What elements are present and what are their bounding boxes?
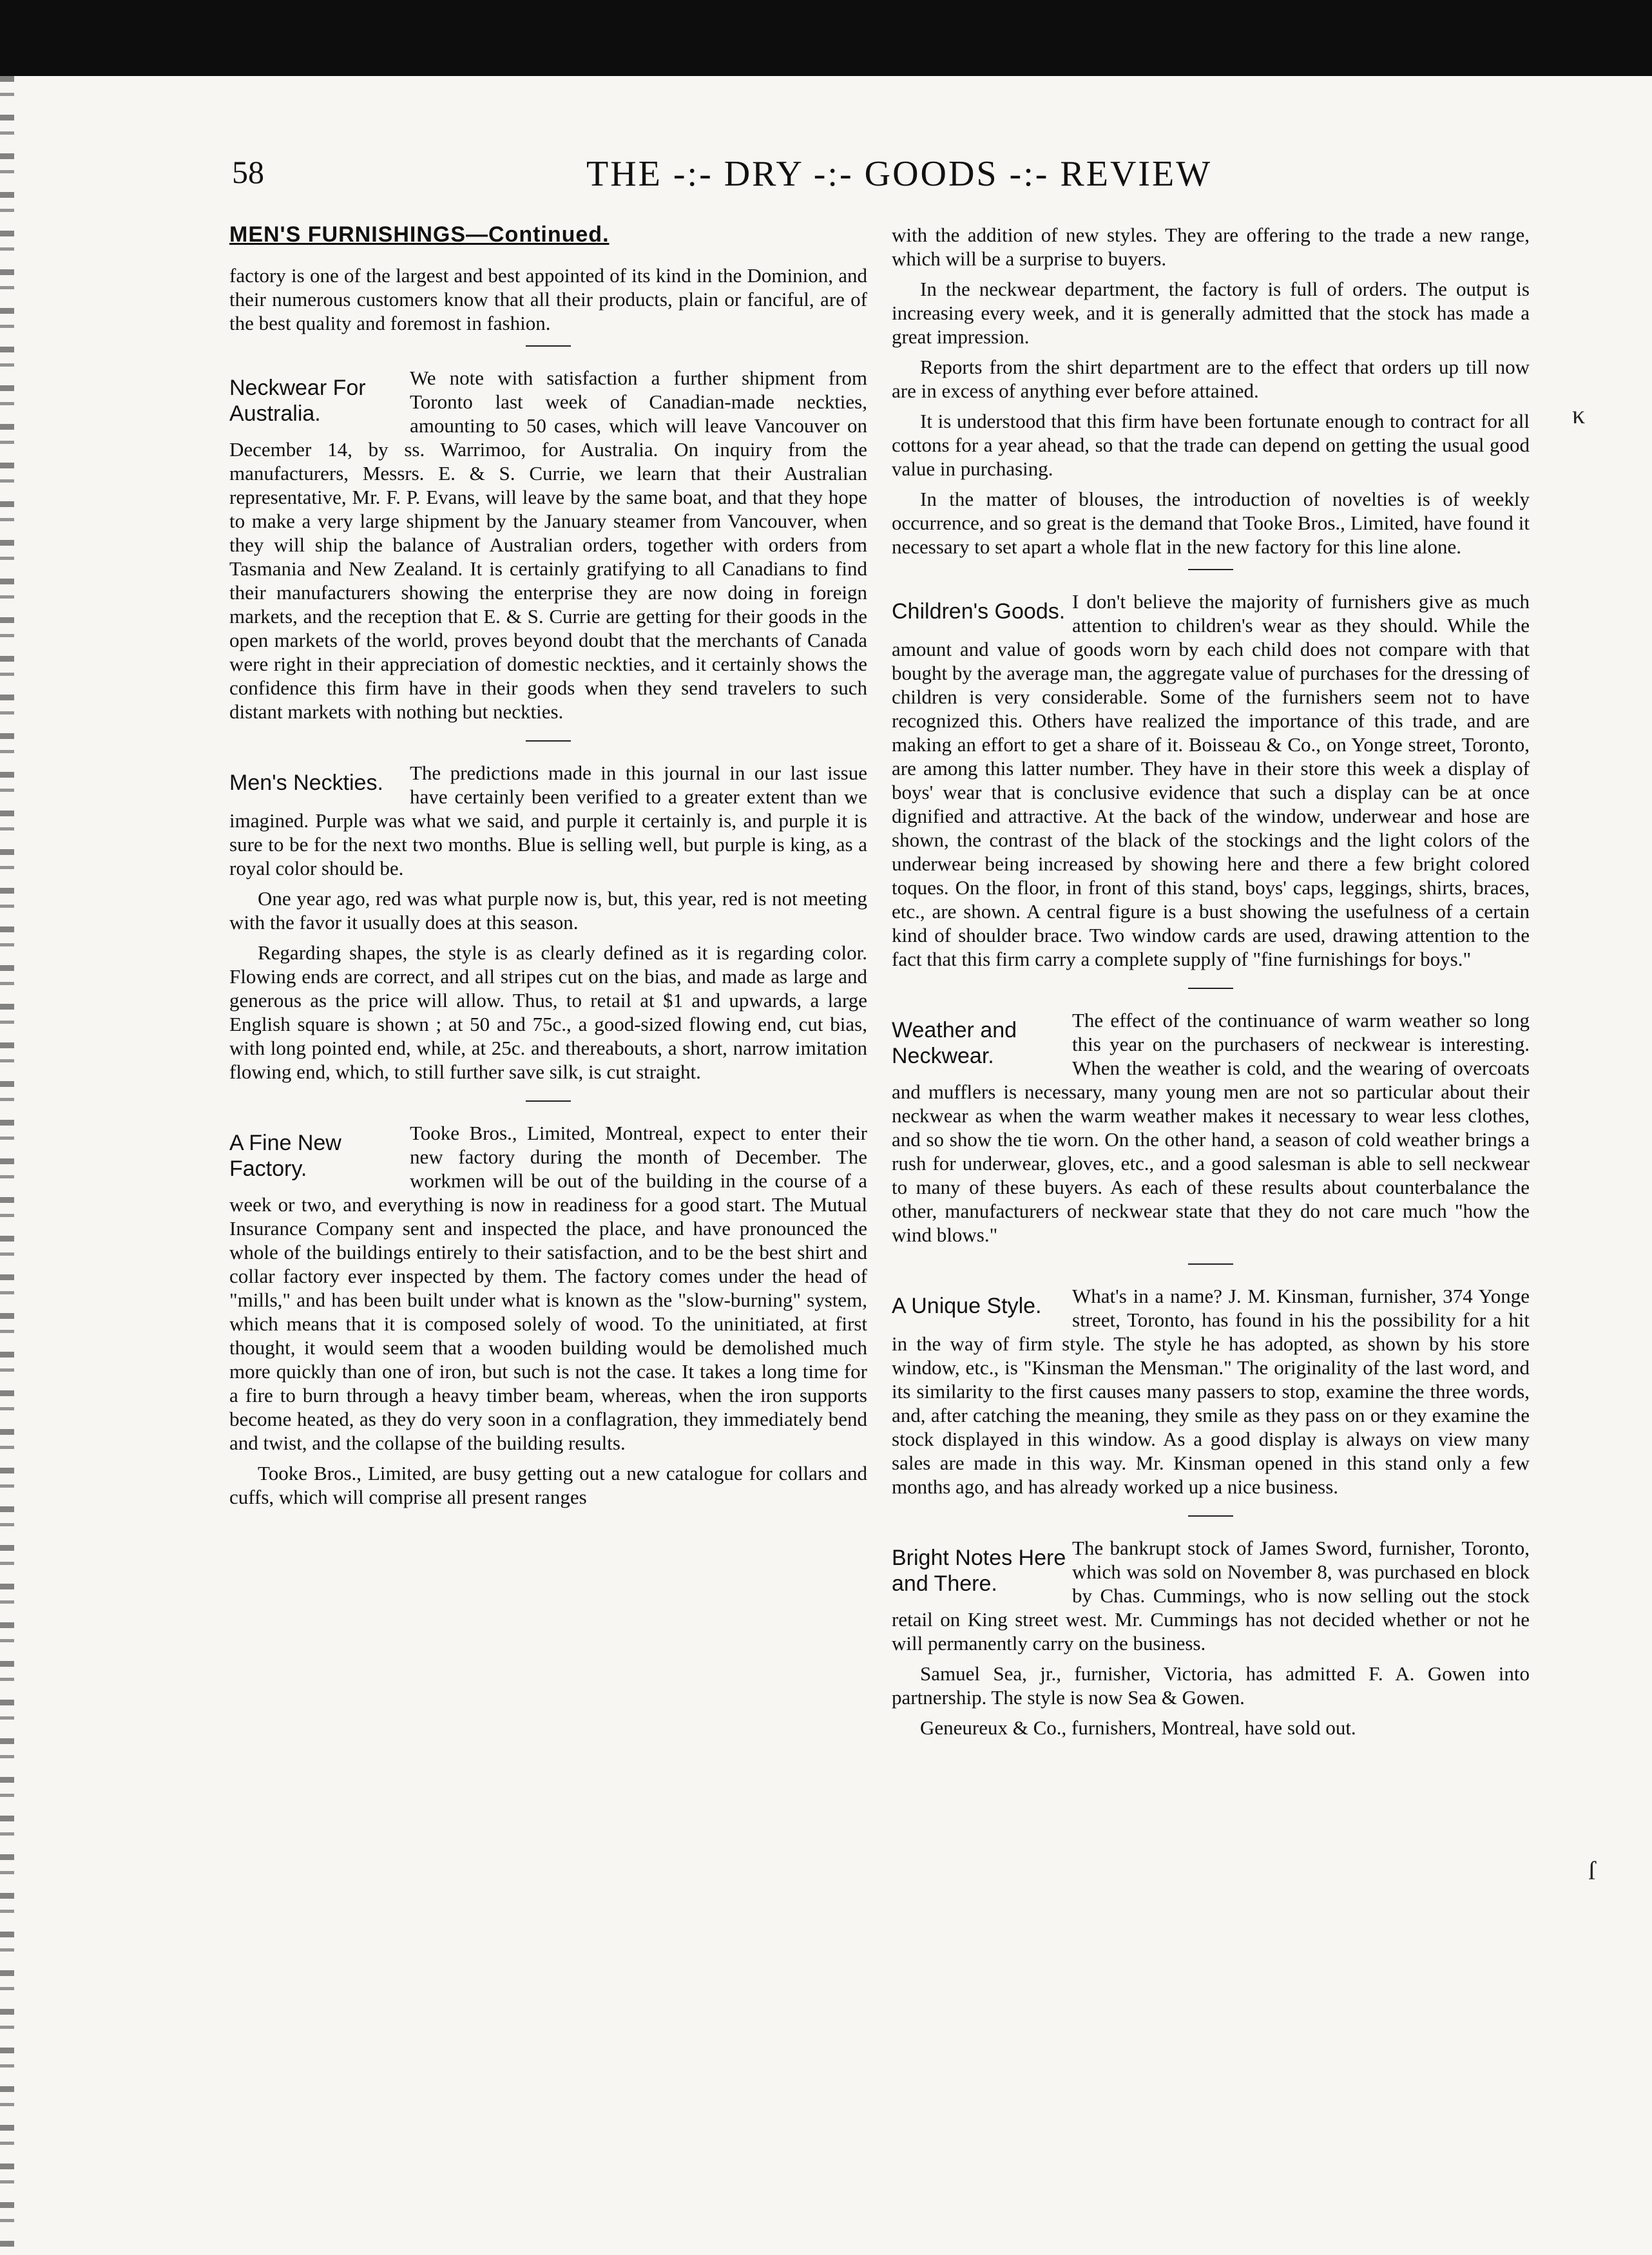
article-paragraph: Regarding shapes, the style is as clearly defined as it is regarding color. Flowing ends are correct, and all stripes cut on the bias, and made as large and generous as the price will allow. Thus, to retail at $1 and upwards, a large English square is shown ; at 50 and 75c., a good-sized flowing end, cut bias, with long pointed end, while, at 25c. and thereabouts, a short, narrow imitation flowing end, which, to still further save silk, is cut straight.	[229, 941, 867, 1083]
article-childrens-goods	[892, 590, 1530, 977]
divider	[1188, 1263, 1233, 1265]
side-heading: Neckwear For Australia.	[229, 376, 366, 426]
scan-top-border	[0, 0, 1652, 76]
section-title: MEN'S FURNISHINGS—Continued.	[229, 223, 610, 247]
side-heading: A Unique Style.	[892, 1294, 1042, 1318]
article-text: What's in a name? J. M. Kinsman, furnisher, 374 Yonge street, Toronto, has found in his the possibility for a hit in the way of firm style. The style he has adopted, as shown by his store window, etc., is "Kinsman the Mensman." The originality of the last word, and its similarity to the first causes many passers to stop, examine the three words, and, after catching the meaning, they smile as they pass on or they examine the stock displayed in this window. As a good display is always on view many sales are made in this way. Mr. Kinsman opened in this stand only a few months ago, and has already worked up a nice business.	[892, 1285, 1530, 1498]
intro-paragraph: factory is one of the largest and best appointed of its kind in the Dominion, and their numerous customers know that all their products, plain or fanciful, are of the best quality and foremost in fashion.	[229, 264, 867, 334]
article-paragraph: One year ago, red was what purple now is, but, this year, red is not meeting with the favor it usually does at this season.	[229, 887, 867, 934]
article-paragraph: Tooke Bros., Limited, are busy getting out a new catalogue for collars and cuffs, which will comprise all present ranges	[229, 1462, 867, 1508]
divider	[1188, 988, 1233, 989]
page-number: 58	[232, 154, 264, 190]
article-paragraph: In the matter of blouses, the introduction of novelties is of weekly occurrence, and so great is the demand that Tooke Bros., Limited, have found it necessary to set apart a whole flat in the new factory for this line alone.	[892, 488, 1530, 558]
margin-mark: ſ	[1588, 1856, 1596, 1885]
divider	[526, 1100, 571, 1102]
page-header	[232, 153, 1482, 205]
article-mens-neckties	[229, 761, 867, 1090]
article-unique-style	[892, 1284, 1530, 1505]
divider	[526, 345, 571, 347]
side-heading: Bright Notes Here and There.	[892, 1546, 1066, 1596]
article-paragraph: It is understood that this firm have been fortunate enough to contract for all cottons for a year ahead, so that the trade can depend on getting the usual good value in purchasing.	[892, 410, 1530, 480]
article-text: We note with satisfaction a further shipment from Toronto last week of Canadian-made neckties, amounting to 50 cases, which will leave Vancouver on December 14, by ss. Warrimoo, for Australia. On inquiry from the manufacturers, Messrs. E. & S. Currie, we learn that their Australian representative, Mr. F. P. Evans, will leave by the same boat, and that they hope to make a very large shipment by the January steamer from Vancouver, when they will ship the balance of Australian orders, together with orders from Tasmania and New Zealand. It is certainly gratifying to all Canadians to find their manufacturers showing the enterprise they are now doing in foreign markets, and the reception that E. & S. Currie are getting for their goods in the open markets of the world, proves beyond doubt that the merchants of Canada were right in their appreciation of domestic neckties, and it certainly shows the confidence this firm have in their goods when they send travelers to such distant markets with nothing but neckties.	[229, 367, 867, 723]
article-fine-factory	[229, 1121, 867, 1515]
right-column	[892, 223, 1530, 2227]
side-heading: Weather and Neckwear.	[892, 1018, 1017, 1068]
article-text: The effect of the continuance of warm weather so long this year on the purchasers of neckwear is interesting. When the weather is cold, and the wearing of overcoats and mufflers is necessary, many young men are not so particular about their neckwear as when the warm weather makes it necessary to wear less clothes, and so show the tie worn. On the other hand, a season of cold weather brings a rush for underwear, gloves, etc., and a good salesman is able to sell neckwear to many of these buyers. As each of these results about counterbalance the other, manufacturers of neckwear state that they do not care much "how the wind blows."	[892, 1009, 1530, 1246]
article-weather-neckwear	[892, 1008, 1530, 1253]
article-paragraph: Samuel Sea, jr., furnisher, Victoria, has admitted F. A. Gowen into partnership. The style is now Sea & Gowen.	[892, 1662, 1530, 1709]
margin-mark: κ	[1572, 400, 1586, 429]
article-neckwear-australia	[229, 366, 867, 730]
continuation-paragraph: with the addition of new styles. They are offering to the trade a new range, which will be a surprise to buyers.	[892, 224, 1530, 270]
journal-title: THE -:- DRY -:- GOODS -:- REVIEW	[586, 154, 1213, 194]
scan-left-edge	[0, 76, 14, 2255]
article-paragraph: In the neckwear department, the factory is full of orders. The output is increasing every week, and it is generally admitted that the stock has made a great impression.	[892, 278, 1530, 348]
article-text: Tooke Bros., Limited, Montreal, expect to enter their new factory during the month of December. The workmen will be out of the building in the course of a week or two, and everything is now in readiness for a good start. The Mutual Insurance Company sent and inspected the place, and have pronounced the whole of the buildings entirely to their satisfaction, and to be the best shirt and collar factory ever inspected by them. The factory comes under the head of "mills," and has been built under what is known as the "slow-burning" system, which means that it is composed solely of wood. To the uninitiated, at first thought, it would seem that a wooden building would be demolished much more quickly than one of iron, but such is not the case. It takes a long time for a fire to burn through a heavy timber beam, whereas, when the iron supports become heated, as they do very soon in a conflagration, they immediately bend and twist, and the collapse of the building results.	[229, 1122, 867, 1454]
left-column	[229, 223, 867, 2227]
divider	[526, 740, 571, 742]
divider	[1188, 569, 1233, 570]
article-bright-notes	[892, 1536, 1530, 1746]
side-heading: Children's Goods.	[892, 599, 1066, 624]
article-text: The bankrupt stock of James Sword, furnisher, Toronto, which was sold on November 8, was purchased en block by Chas. Cummings, who is now selling out the stock retail on King street west. Mr. Cummings has not decided whether or not he will permanently carry on the business.	[892, 1537, 1530, 1655]
side-heading: A Fine New Factory.	[229, 1131, 341, 1181]
side-heading: Men's Neckties.	[229, 771, 383, 795]
article-paragraph: Reports from the shirt department are to the effect that orders up till now are in excess of anything ever before attained.	[892, 356, 1530, 402]
article-text: I don't believe the majority of furnishers give as much attention to children's wear as they should. While the amount and value of goods worn by each child does not compare with that bought by the average man, the aggregate value of purchases for the dressing of children is very considerable. Some of the furnishers seem not to have recognized this. Others have realized the importance of this trade, and are making an effort to get a share of it. Boisseau & Co., on Yonge street, Toronto, are among this latter number. They have in their store this week a display of boys' wear that is conclusive evidence that such a display can be at once dignified and attractive. At the back of the window, underwear and hose are shown, the contrast of the black of the stockings and the light colors of the underwear being increased by showing here and there a few bright colored toques. On the floor, in front of this stand, boys' caps, leggings, shirts, braces, etc., are shown. A central figure is a bust showing the usefulness of a certain kind of shoulder brace. Two window cards are used, drawing attention to the fact that this firm carry a complete supply of "fine furnishings for boys."	[892, 590, 1530, 970]
article-text: The predictions made in this journal in our last issue have certainly been verified to a greater extent than we imagined. Purple was what we said, and purple it certainly is, and purple it is sure to be for the next two months. Blue is selling well, but purple is king, as a royal color should be.	[229, 762, 867, 879]
divider	[1188, 1515, 1233, 1517]
article-paragraph: Geneureux & Co., furnishers, Montreal, have sold out.	[920, 1716, 1356, 1739]
